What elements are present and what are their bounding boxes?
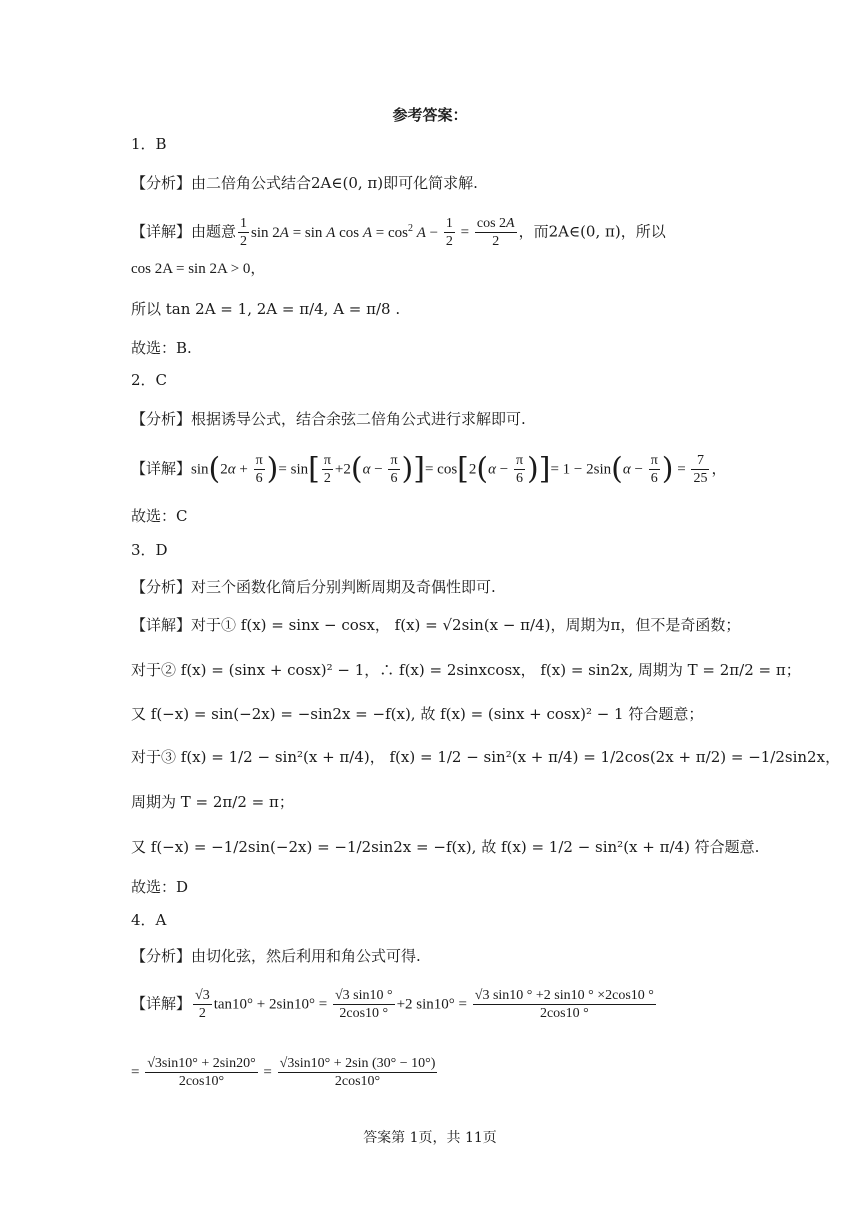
page-title: 参考答案： [392, 106, 468, 124]
q3-choose: 故选：D [131, 878, 189, 896]
q1-line3: 所以 tan 2A = 1, 2A = π/4, A = π/8 . [131, 300, 401, 318]
q2-detail: 【详解】sin(2α + $\frac{\pi}{6}$ )= sin[ $\frac{\pi}{2}$ +2(α − $\frac{\pi}{6}$ )]= cos[2(α − $\frac{\pi}{6}$ )]= 1 − 2sin(α − $\frac{\pi}{6}$ ) = $\frac{7}{25}$ ， [131, 451, 727, 487]
q3-line4: 对于③ f(x) = 1/2 − sin²(x + π/4)， f(x) = 1/2 − sin²(x + π/4) = 1/2cos(2x + π/2) = −1/2sin2x， [131, 748, 841, 766]
q4-line2: = $\frac{√3\sin 10^\circ + 2\sin 20^\circ}{2\cos 10^\circ}$ = $\frac{√3\sin 10^\circ + 2\sin (30^\circ - 10^\circ)}{2\cos 10^\circ}$ [131, 1056, 436, 1089]
q2-choose: 故选：C [131, 507, 188, 525]
q3-line5: 周期为 T = 2π/2 = π； [131, 793, 294, 811]
q3-line6: 又 f(−x) = −1/2sin(−2x) = −1/2sin2x = −f(x), 故 f(x) = 1/2 − sin²(x + π/4) 符合题意. [131, 838, 760, 856]
q4-analysis: 【分析】由切化弦，然后利用和角公式可得. [131, 947, 421, 965]
q3-detail-label: 【详解】 [131, 616, 192, 634]
q1-detail-text-2: ，而2A∈(0, π)，所以 [518, 222, 666, 241]
q3-line2: 对于② f(x) = (sinx + cosx)² − 1，∴ f(x) = 2sinxcosx， f(x) = sin2x, 周期为 T = 2π/2 = π； [131, 661, 801, 679]
q4-answer: 4．A [131, 911, 167, 929]
q4-detail-label: 【详解】 [131, 994, 192, 1013]
q2-detail-label: 【详解】 [131, 459, 192, 478]
q2-answer: 2．C [131, 371, 168, 389]
page-footer: 答案第 1页，共 11页 [363, 1130, 497, 1146]
q1-line2: cos 2A = sin 2A > 0， [131, 261, 266, 277]
q1-detail-label: 【详解】 [131, 222, 192, 241]
q3-line3: 又 f(−x) = sin(−2x) = −sin2x = −f(x), 故 f(x) = (sinx + cosx)² − 1 符合题意； [131, 705, 704, 723]
q3-answer: 3．D [131, 541, 168, 559]
q2-analysis: 【分析】根据诱导公式，结合余弦二倍角公式进行求解即可. [131, 410, 526, 428]
q1-choose: 故选：B. [131, 339, 192, 357]
q3-line1-text: 对于① f(x) = sinx − cosx， f(x) = √2sin(x − π/4)，周期为π，但不是奇函数； [191, 616, 741, 634]
q1-answer: 1．B [131, 135, 167, 153]
q1-analysis: 【分析】由二倍角公式结合2A∈(0, π)即可化简求解. [131, 174, 478, 192]
q1-detail: 【详解】由题意 $\frac{1}{2}$ sin 2A = sin A $\cos A = \cos^2 A$ − $\frac{1}{2}$ = $\frac{\cos 2A}{2}$ ，而2A∈(0, π)，所以 [131, 216, 666, 249]
q1-detail-text-1: 由题意 [191, 222, 237, 241]
q3-analysis: 【分析】对三个函数化简后分别判断周期及奇偶性即可. [131, 578, 496, 596]
q3-line1 [131, 614, 740, 636]
q4-detail: 【详解】 $\frac{√3}{2}$ tan10° + 2sin10° = $\frac{√3 \sin 10 ^\circ}{2\cos 10 ^\circ}$ +2 sin10° = $\frac{√3 \sin 10 ^\circ +2 \sin 10 ^\circ \times 2\cos 10 ^\circ}{2\cos 10 ^\circ}$ [131, 988, 654, 1021]
